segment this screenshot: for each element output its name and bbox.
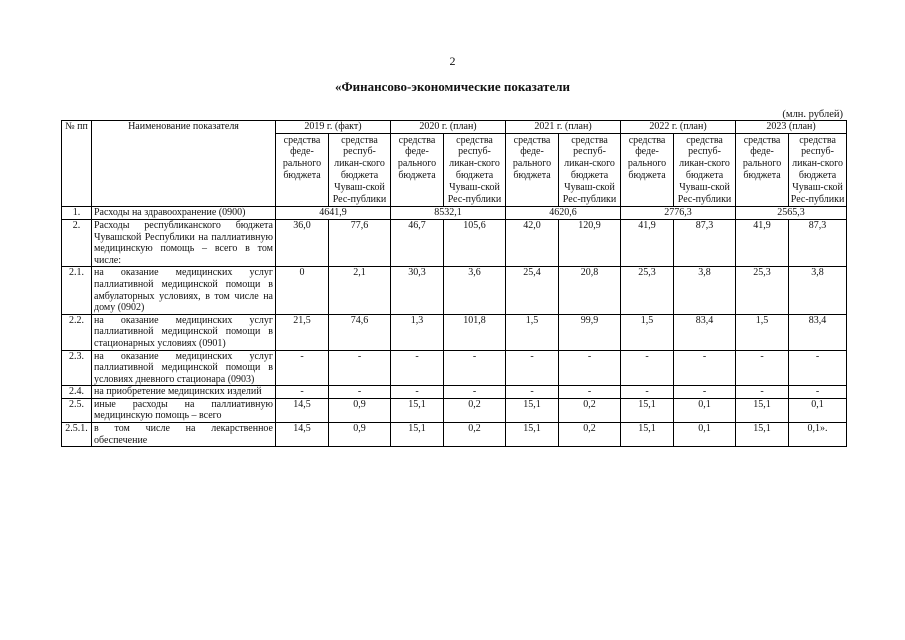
table-body (62, 207, 847, 447)
cell-value: 15,1 (506, 398, 559, 422)
cell-value: 87,3 (674, 219, 736, 266)
row-number: 2.5. (62, 398, 92, 422)
row-total: 8532,1 (391, 207, 506, 220)
cell-value: - (621, 386, 674, 399)
cell-value: - (329, 386, 391, 399)
cell-value: 101,8 (444, 314, 506, 350)
cell-value: 14,5 (276, 423, 329, 447)
cell-value: 0,2 (559, 398, 621, 422)
cell-value: 3,8 (674, 267, 736, 314)
row-name: на оказание медицинских услуг паллиативной медицинской помощи в условиях дневного стационара (0903) (92, 350, 276, 386)
row-name: на оказание медицинских услуг паллиативной медицинской помощи в амбулаторных условиях, в том числе на дому (0902) (92, 267, 276, 314)
header-year: 2023 (план) (736, 121, 847, 134)
cell-value: - (674, 350, 736, 386)
row-name: на оказание медицинских услуг паллиативной медицинской помощи в стационарных условиях (0901) (92, 314, 276, 350)
cell-value: 25,3 (621, 267, 674, 314)
row-total: 4641,9 (276, 207, 391, 220)
cell-value: 0,2 (444, 398, 506, 422)
table-row (62, 386, 847, 399)
cell-value: - (789, 386, 847, 399)
header-republic: средства респуб-ликан-ского бюджета Чуваш-ской Рес-публики (674, 133, 736, 207)
cell-value: 42,0 (506, 219, 559, 266)
cell-value: 14,5 (276, 398, 329, 422)
header-federal: средства феде-рального бюджета (276, 133, 329, 207)
cell-value: 15,1 (621, 423, 674, 447)
table-row (62, 207, 847, 220)
table-row (62, 314, 847, 350)
header-federal: средства феде-рального бюджета (621, 133, 674, 207)
cell-value: 15,1 (736, 398, 789, 422)
row-number: 2.2. (62, 314, 92, 350)
cell-value: 77,6 (329, 219, 391, 266)
cell-value: - (444, 350, 506, 386)
table-row (62, 219, 847, 266)
row-number: 2.4. (62, 386, 92, 399)
row-name: иные расходы на паллиативную медицинскую помощь – всего (92, 398, 276, 422)
row-total: 4620,6 (506, 207, 621, 220)
cell-value: 41,9 (736, 219, 789, 266)
cell-value: 20,8 (559, 267, 621, 314)
cell-value: 99,9 (559, 314, 621, 350)
units-label: (млн. рублей) (782, 109, 843, 120)
cell-value: 0,9 (329, 423, 391, 447)
header-num: № пп (62, 121, 92, 207)
row-name: Расходы республиканского бюджета Чувашской Республики на паллиативную медицинскую помощь – всего в том числе: (92, 219, 276, 266)
row-number: 2. (62, 219, 92, 266)
cell-value: - (789, 350, 847, 386)
cell-value: 25,3 (736, 267, 789, 314)
cell-value: 0,2 (559, 423, 621, 447)
cell-value: - (506, 386, 559, 399)
header-republic: средства респуб-ликан-ского бюджета Чуваш-ской Рес-публики (329, 133, 391, 207)
cell-value: 36,0 (276, 219, 329, 266)
cell-value: 41,9 (621, 219, 674, 266)
cell-value: 87,3 (789, 219, 847, 266)
cell-value: 2,1 (329, 267, 391, 314)
cell-value: 15,1 (391, 398, 444, 422)
cell-value: 0,1 (674, 398, 736, 422)
cell-value: 120,9 (559, 219, 621, 266)
header-federal: средства феде-рального бюджета (736, 133, 789, 207)
table-row (62, 267, 847, 314)
cell-value: 0,9 (329, 398, 391, 422)
cell-value: - (391, 386, 444, 399)
cell-value: 1,3 (391, 314, 444, 350)
header-republic: средства респуб-ликан-ского бюджета Чуваш-ской Рес-публики (789, 133, 847, 207)
cell-value: 30,3 (391, 267, 444, 314)
cell-value: 83,4 (789, 314, 847, 350)
row-total: 2565,3 (736, 207, 847, 220)
cell-value: 15,1 (736, 423, 789, 447)
cell-value: 0,2 (444, 423, 506, 447)
cell-value: 15,1 (506, 423, 559, 447)
header-republic: средства респуб-ликан-ского бюджета Чуваш-ской Рес-публики (559, 133, 621, 207)
cell-value: 0 (276, 267, 329, 314)
cell-value: - (391, 350, 444, 386)
cell-value: - (559, 350, 621, 386)
cell-value: - (444, 386, 506, 399)
cell-value: - (736, 386, 789, 399)
table-row (62, 350, 847, 386)
cell-value: - (506, 350, 559, 386)
row-number: 2.1. (62, 267, 92, 314)
row-total: 2776,3 (621, 207, 736, 220)
cell-value: 83,4 (674, 314, 736, 350)
cell-value: 0,1 (674, 423, 736, 447)
cell-value: - (559, 386, 621, 399)
table-header (62, 121, 847, 207)
row-number: 2.5.1. (62, 423, 92, 447)
header-year: 2020 г. (план) (391, 121, 506, 134)
page-number: 2 (449, 54, 456, 68)
cell-value: - (329, 350, 391, 386)
cell-value: 1,5 (736, 314, 789, 350)
cell-value: 105,6 (444, 219, 506, 266)
cell-value: 15,1 (391, 423, 444, 447)
header-federal: средства феде-рального бюджета (506, 133, 559, 207)
cell-value: 46,7 (391, 219, 444, 266)
row-name: Расходы на здравоохранение (0900) (92, 207, 276, 220)
header-year: 2019 г. (факт) (276, 121, 391, 134)
table-row (62, 398, 847, 422)
indicators-table (61, 120, 847, 447)
header-year: 2021 г. (план) (506, 121, 621, 134)
cell-value: 21,5 (276, 314, 329, 350)
cell-value: 0,1». (789, 423, 847, 447)
cell-value: 15,1 (621, 398, 674, 422)
cell-value: 3,8 (789, 267, 847, 314)
cell-value: - (674, 386, 736, 399)
row-number: 2.3. (62, 350, 92, 386)
cell-value: - (736, 350, 789, 386)
cell-value: 25,4 (506, 267, 559, 314)
table-row (62, 423, 847, 447)
cell-value: - (276, 386, 329, 399)
cell-value: - (276, 350, 329, 386)
row-name: на приобретение медицинских изделий (92, 386, 276, 399)
cell-value: 0,1 (789, 398, 847, 422)
cell-value: - (621, 350, 674, 386)
cell-value: 1,5 (621, 314, 674, 350)
row-number: 1. (62, 207, 92, 220)
cell-value: 1,5 (506, 314, 559, 350)
header-federal: средства феде-рального бюджета (391, 133, 444, 207)
cell-value: 74,6 (329, 314, 391, 350)
row-name: в том числе на лекарственное обеспечение (92, 423, 276, 447)
header-republic: средства респуб-ликан-ского бюджета Чуваш-ской Рес-публики (444, 133, 506, 207)
page-title: «Финансово-экономические показатели (334, 79, 570, 94)
cell-value: 3,6 (444, 267, 506, 314)
header-year: 2022 г. (план) (621, 121, 736, 134)
header-name: Наименование показателя (92, 121, 276, 207)
